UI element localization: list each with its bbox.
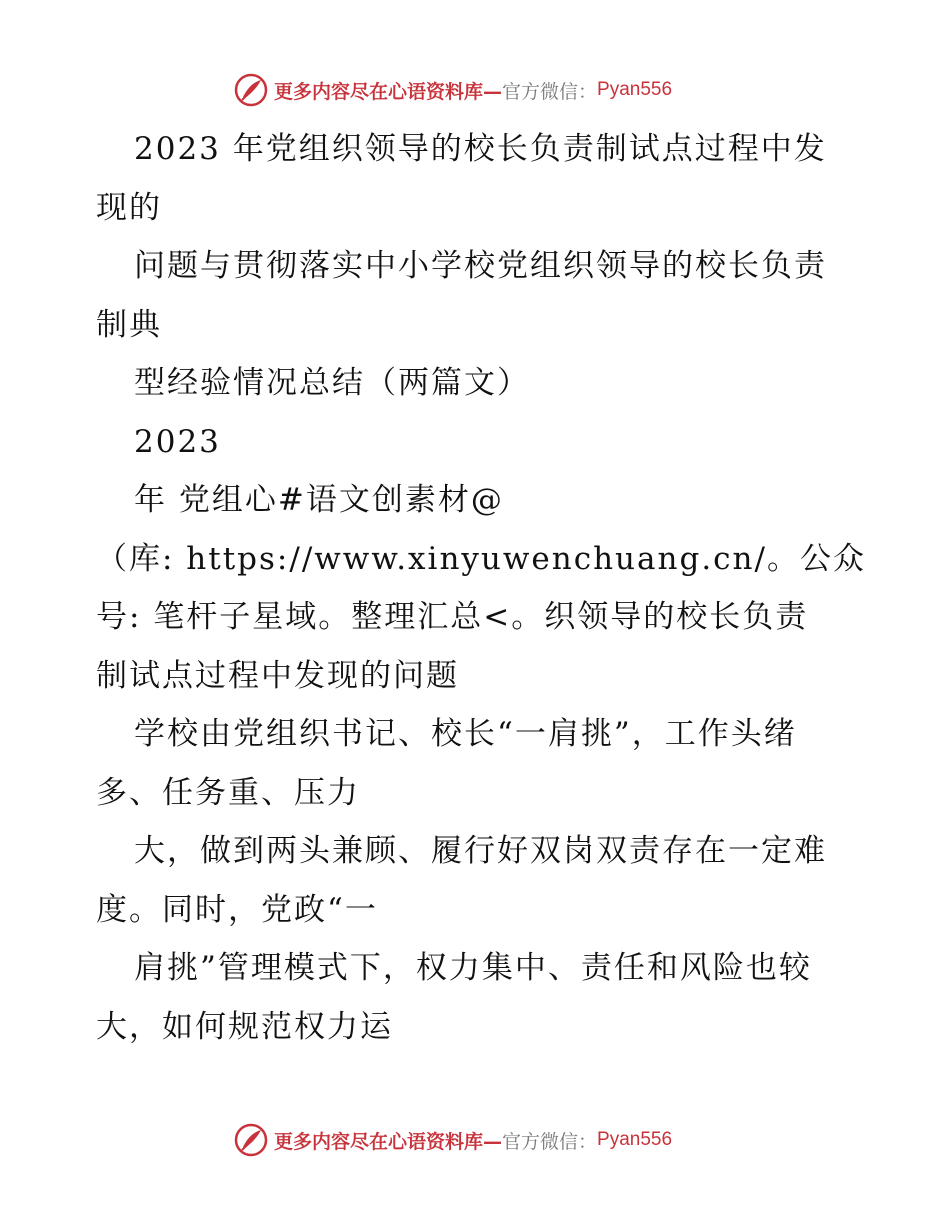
footer-banner: [234, 1120, 672, 1160]
header-banner: [234, 70, 672, 110]
banner-wechat-label: 官方微信：: [502, 1130, 598, 1153]
text-line: 型经验情况总结（两篇文）: [134, 365, 530, 401]
text-line: 号: 笔杆子星域。整理汇总<。织领导的校长负责: [96, 599, 809, 635]
document-body: [96, 120, 866, 1056]
text-line: 大，做到两头兼顾、履行好双岗双责存在一定难: [134, 833, 827, 869]
text-line: （库: https://www.xinyuwenchuang.cn/。公众: [96, 540, 866, 577]
banner-wechat-id: Pyan556: [597, 1129, 673, 1150]
text-line: 肩挑”管理模式下，权力集中、责任和风险也较: [134, 950, 812, 986]
text-line: 2023: [134, 423, 221, 460]
text-line: 度。同时，党政“一: [96, 891, 378, 928]
text-line: 2023 年党组织领导的校长负责制试点过程中发: [134, 131, 827, 167]
text-line: 制试点过程中发现的问题: [96, 657, 459, 694]
text-line: 制典: [96, 306, 162, 343]
banner-wechat-id: Pyan556: [597, 79, 673, 100]
text-line: 问题与贯彻落实中小学校党组织领导的校长负责: [134, 248, 827, 284]
quill-badge-icon: [234, 73, 268, 107]
text-line: 年 党组心#语文创素材@: [134, 482, 504, 518]
text-line: 现的: [96, 189, 162, 226]
banner-wechat-label: 官方微信：: [502, 80, 598, 103]
banner-site-text: 更多内容尽在心语资料库—: [274, 1130, 503, 1153]
text-line: 多、任务重、压力: [96, 774, 360, 811]
banner-site-text: 更多内容尽在心语资料库—: [274, 80, 503, 103]
quill-badge-icon: [234, 1123, 268, 1157]
text-line: 大，如何规范权力运: [96, 1008, 393, 1045]
text-line: 学校由党组织书记、校长“一肩挑”，工作头绪: [134, 716, 797, 752]
